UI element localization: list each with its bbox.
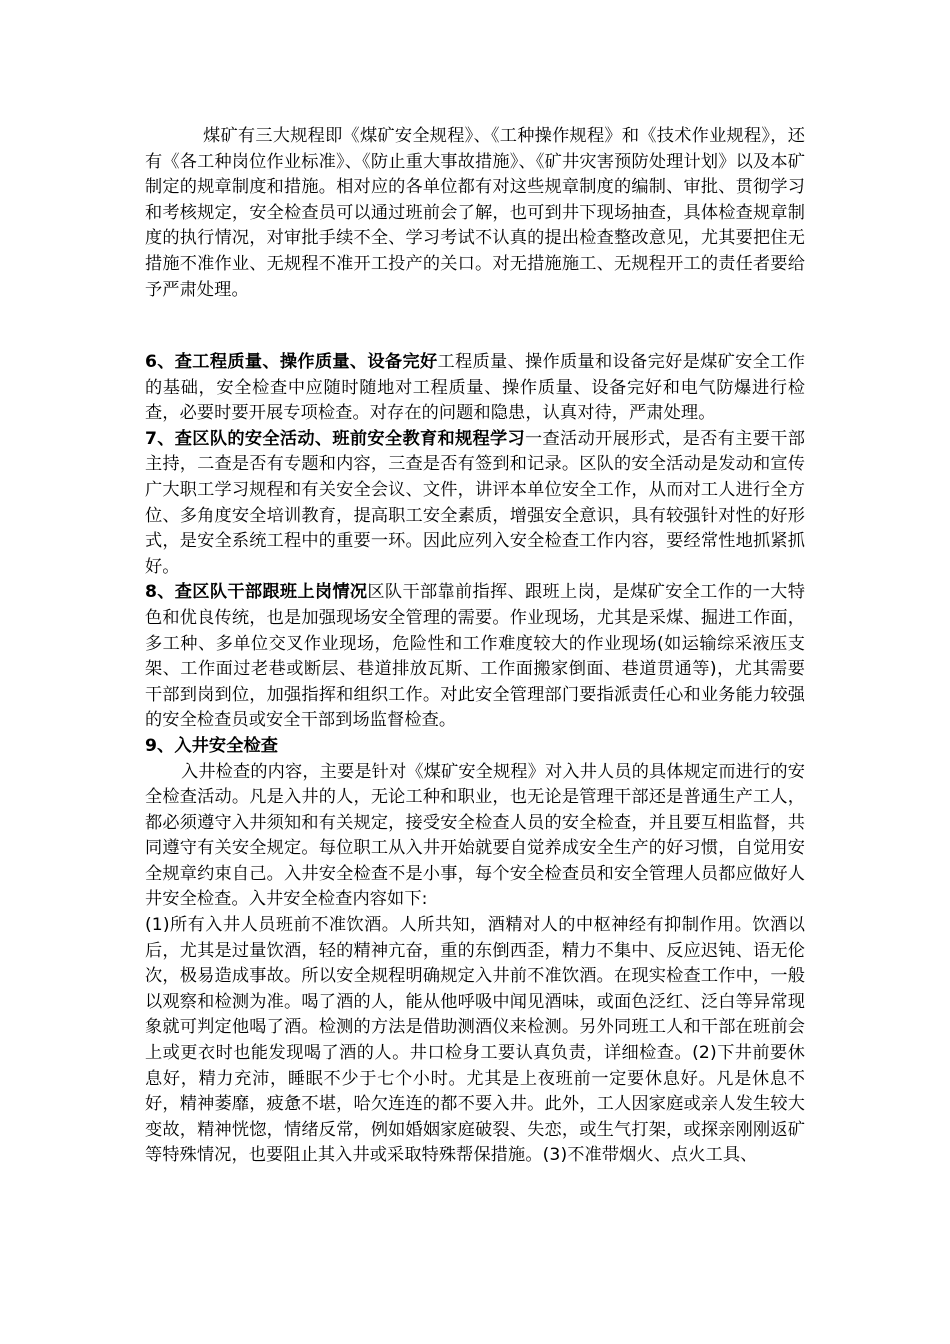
section-7 xyxy=(145,427,805,581)
main-content xyxy=(145,350,805,1169)
section-6-body: 工程质量、操作质量和设备完好是煤矿安全工作的基础，安全检查中应随时随地对工程质量、操作质量、设备完好和电气防爆进行检查，必要时要开展专项检查。对存在的问题和隐患，认真对待，严肃处理。 xyxy=(145,352,805,424)
section-7-heading: 7、查区队的安全活动、班前安全教育和规程学习 xyxy=(145,428,526,449)
section-6-heading: 6、查工程质量、操作质量、设备完好 xyxy=(145,352,438,372)
intro-paragraph: 煤矿有三大规程即《煤矿安全规程》、《工种操作规程》和《技术作业规程》，还有《各工种岗位作业标准》、《防止重大事故措施》、《矿井灾害预防处理计划》以及本矿制定的规章制度和措施。相对应的各单位都有对这些规章制度的编制、审批、贯彻学习和考核规定，安全检查员可以通过班前会了解，也可到井下现场抽查，具体检查规章制度的执行情况，对审批手续不全、学习考试不认真的提出检查整改意见，尤其要把住无措施不准作业、无规程不准开工投产的关口。对无措施施工、无规程开工的责任者要给予严肃处理。 xyxy=(145,126,805,300)
section-7-body: 一查活动开展形式，是否有主要干部主持，二查是否有专题和内容，三查是否有签到和记录。区队的安全活动是发动和宣传广大职工学习规程和有关安全会议、文件，讲评本单位安全工作，从而对工人进行全方位、多角度安全培训教育，提高职工安全素质，增强安全意识，具有较强针对性的好形式，是安全系统工程中的重要一环。因此应列入安全检查工作内容，要经常性地抓紧抓好。 xyxy=(145,428,805,577)
section-8-heading: 8、查区队干部跟班上岗情况 xyxy=(145,582,368,603)
section-8 xyxy=(145,580,805,734)
section-9-paragraph-2: (1)所有入井人员班前不准饮酒。人所共知，酒精对人的中枢神经有抑制作用。饮酒以后，尤其是过量饮酒，轻的精神亢奋，重的东倒西歪，精力不集中、反应迟钝、语无伦次，极易造成事故。所以安全规程明确规定入井前不准饮酒。在现实检查工作中，一般以观察和检测为准。喝了酒的人，能从他呼吸中闻见酒味，或面色泛红、泛白等异常现象就可判定他喝了酒。检测的方法是借助测酒仪来检测。另外同班工人和干部在班前会上或更衣时也能发现喝了酒的人。井口检身工要认真负责，详细检查。(2)下井前要休息好，精力充沛，睡眠不少于七个小时。尤其是上夜班前一定要休息好。凡是休息不好，精神萎靡，疲惫不堪，哈欠连连的都不要入井。此外，工人因家庭或亲人发生较大变故，精神恍惚，情绪反常，例如婚姻家庭破裂、失恋，或生气打架，或探亲刚刚返矿等特殊情况，也要阻止其入井或采取特殊帮保措施。(3)不准带烟火、点火工具、 xyxy=(145,915,805,1166)
section-6 xyxy=(145,350,805,427)
section-8-body: 区队干部靠前指挥、跟班上岗，是煤矿安全工作的一大特色和优良传统，也是加强现场安全管理的需要。作业现场，尤其是采煤、掘进工作面，多工种、多单位交叉作业现场，危险性和工作难度较大的作业现场(如运输综采液压支架、工作面过老巷或断层、巷道排放瓦斯、工作面搬家倒面、巷道贯通等)，尤其需要干部到岗到位，加强指挥和组织工作。对此安全管理部门要指派责任心和业务能力较强的安全检查员或安全干部到场监督检查。 xyxy=(145,582,805,731)
section-9-heading: 9、入井安全检查 xyxy=(145,735,279,756)
section-9-paragraph-1: 入井检查的内容，主要是针对《煤矿安全规程》对入井人员的具体规定而进行的安全检查活动。凡是入井的人，无论工种和职业，也无论是管理干部还是普通生产工人，都必须遵守入井须知和有关规定，接受安全检查人员的安全检查，并且要互相监督，共同遵守有关安全规定。每位职工从入井开始就要自觉养成安全生产的好习惯，自觉用安全规章约束自己。入井安全检查不是小事，每个安全检查员和安全管理人员都应做好人井安全检查。入井安全检查内容如下: xyxy=(145,761,805,910)
